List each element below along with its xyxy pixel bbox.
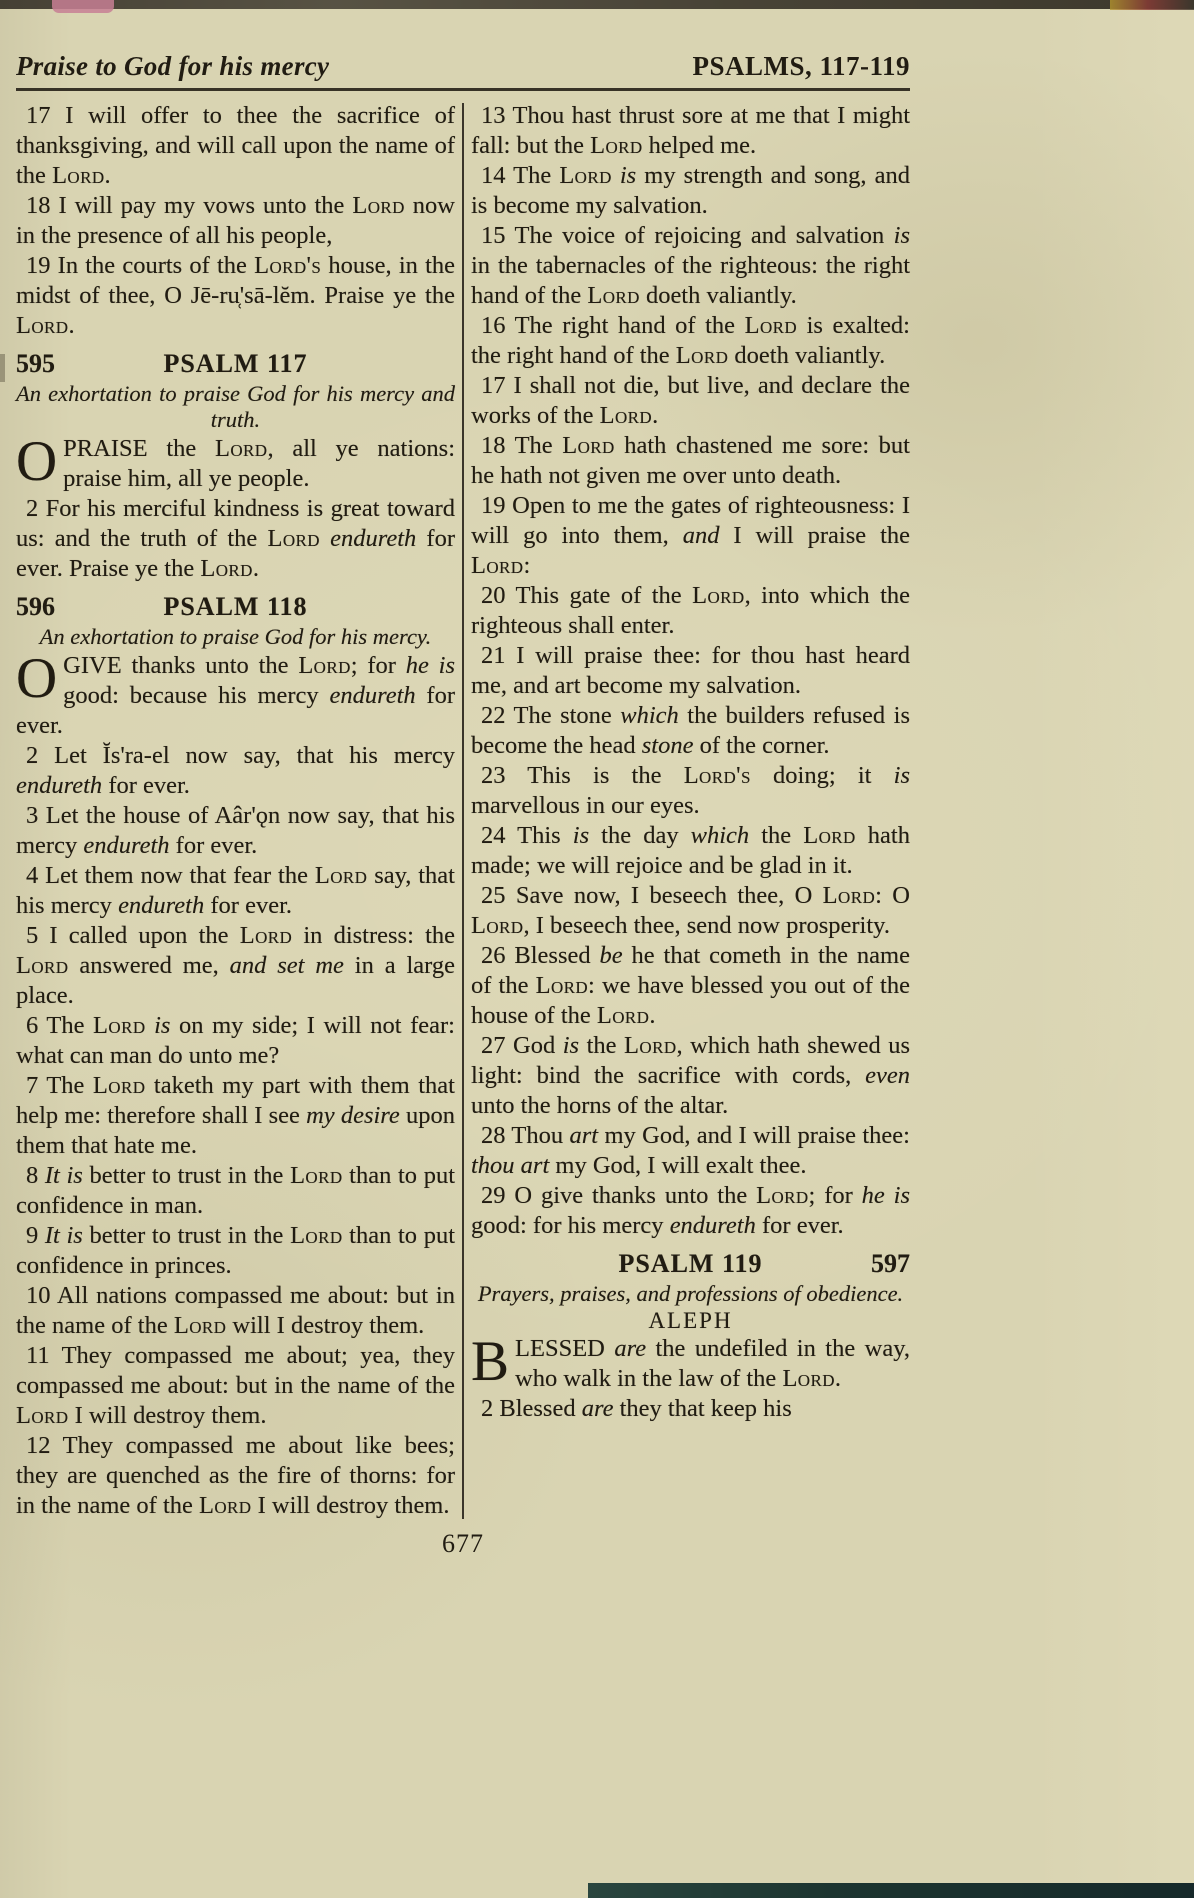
text-run: and set me [229, 952, 344, 979]
page-footer [16, 1529, 910, 1559]
left-column [16, 101, 455, 1521]
text-run: : we have blessed you out of the house of the [471, 972, 910, 1029]
scan-mark-left-edge [0, 354, 5, 382]
divine-name: Lord [93, 1012, 146, 1039]
text-run: endureth [83, 832, 170, 859]
verse-with-dropcap [16, 647, 456, 741]
text-run: is exalted: the right hand of the [471, 312, 910, 369]
text-run: is [619, 162, 637, 189]
text-run: , which hath shewed us light: bind the sacrifice with cords, [471, 1032, 910, 1089]
text-run: endureth [329, 682, 416, 709]
text-run: is [562, 1032, 580, 1059]
text-run: the day [589, 822, 691, 849]
verse [471, 311, 910, 371]
text-run: 6 The [26, 1012, 94, 1039]
divine-name: Lord [267, 525, 320, 552]
text-run: . [834, 1365, 842, 1392]
verse [471, 161, 910, 221]
text-run: say, that his mercy [16, 862, 455, 919]
drop-cap: O [16, 430, 58, 493]
text-run: is [154, 1012, 171, 1039]
text-run: my strength and song, and is become my salvation. [471, 162, 910, 219]
psalm-title: PSALM 119 [618, 1249, 763, 1278]
text-run: 29 O give thanks unto the [481, 1182, 757, 1209]
divine-name: Lord's [254, 252, 322, 279]
text-run: 2 For his merciful kindness is great toward us: and the truth of the [16, 495, 455, 552]
text-run: on my side; I will not fear: what can man do unto me? [16, 1012, 455, 1069]
text-run: in a large place. [16, 952, 455, 1009]
psalm-summary: Prayers, praises, and professions of obedience. [477, 1281, 904, 1306]
divine-name: Lord [16, 1402, 69, 1429]
text-run: the builders refused is become the head [471, 702, 910, 759]
divine-name: Lord [559, 162, 612, 189]
text-run: . [68, 312, 75, 339]
psalm-title: PSALM 117 [163, 349, 308, 378]
verse [471, 221, 910, 311]
psalm-sequence-number: 595 [16, 349, 55, 378]
verse [471, 821, 910, 881]
verse [16, 741, 455, 801]
divine-name: Lord [200, 555, 253, 582]
divine-name: Lord [803, 822, 856, 849]
text-run: ; for [808, 1182, 862, 1209]
psalm-summary: An exhortation to praise God for his mercy. [39, 624, 432, 649]
right-column [471, 101, 910, 1521]
divine-name: Lord [599, 402, 653, 429]
verse [16, 861, 455, 921]
divine-name: Lord [92, 1072, 146, 1099]
text-run: hath made; we will rejoice and be glad in it. [471, 822, 910, 879]
divine-name: Lord [173, 1312, 227, 1339]
divine-name: Lord [290, 1222, 343, 1249]
text-run: 17 I shall not die, but live, and declare the works of the [471, 372, 910, 429]
divine-name: Lord [16, 952, 69, 979]
text-run: thou art [471, 1152, 550, 1179]
text-run: , all ye nations: praise him, all ye people. [63, 435, 455, 492]
text-run: It is [44, 1222, 83, 1249]
text-run: 23 This is the [481, 762, 684, 789]
divine-name: Lord [590, 132, 643, 159]
text-run: 19 Open to me the gates of righteousness: I will go into them, [471, 492, 910, 549]
divine-name: Lord [562, 432, 615, 459]
text-run: than to put confidence in princes. [16, 1222, 455, 1279]
text-run: of the corner. [693, 732, 830, 759]
text-run: 7 The [26, 1072, 93, 1099]
text-run: my God, I will exalt thee. [549, 1152, 807, 1179]
text-run: and [682, 522, 720, 549]
psalm-title: PSALM 118 [163, 592, 308, 621]
verse [471, 101, 910, 161]
text-run: . [252, 555, 259, 582]
text-run: unto the horns of the altar. [471, 1092, 729, 1119]
verse [471, 1181, 910, 1241]
text-run: 18 The [481, 432, 563, 459]
book-chapter-title: PSALMS, 117-119 [692, 51, 910, 81]
text-run: 20 This gate of the [481, 582, 693, 609]
psalm-heading [471, 1249, 910, 1279]
text-run: 10 All nations compassed me about: but in the name of the [16, 1282, 455, 1339]
verse-with-dropcap [16, 430, 455, 494]
divine-name: Lord [352, 192, 405, 219]
text-run: good: because his mercy [63, 682, 330, 709]
drop-cap: O [16, 647, 58, 710]
text-run: LESSED [515, 1335, 615, 1362]
verse [16, 1281, 455, 1341]
text-run: house, in the midst of thee, O Jē-ru̜'sā-lĕm. Praise ye the [16, 252, 455, 309]
text-run: for ever. Praise ye the [16, 525, 455, 582]
text-run: 2 Blessed [481, 1395, 582, 1422]
text-run: than to put confidence in man. [16, 1162, 455, 1219]
text-run: even [865, 1062, 910, 1089]
text-run: he is [405, 652, 456, 679]
verse [16, 921, 455, 1011]
divine-name: Lord [16, 312, 69, 339]
text-run: 18 I will pay my vows unto the [26, 192, 353, 219]
text-run: are [581, 1395, 614, 1422]
divine-name: Lord [298, 652, 351, 679]
verse-with-dropcap [471, 1330, 911, 1394]
divine-name: Lord [314, 862, 368, 889]
divine-name: Lord [692, 582, 745, 609]
verse [471, 941, 910, 1031]
text-run: 17 I will offer to thee the sacrifice of thanksgiving, and will call upon the name of the [16, 102, 455, 189]
psalm-heading [16, 592, 455, 622]
text-run: marvellous in our eyes. [471, 792, 700, 819]
text-run: 16 The right hand of the [481, 312, 745, 339]
verse [16, 191, 455, 251]
text-run: I will destroy them. [251, 1492, 450, 1519]
psalm-sequence-number: 596 [16, 592, 55, 621]
text-columns [16, 101, 910, 1521]
divine-name: Lord [675, 342, 729, 369]
text-run: hath chastened me sore: but he hath not given me over unto death. [471, 432, 910, 489]
text-run: GIVE thanks unto the [63, 652, 299, 679]
text-run: . [104, 162, 111, 189]
text-run: is [572, 822, 590, 849]
text-run: 27 God [481, 1032, 563, 1059]
text-run [146, 1012, 155, 1039]
text-run: 8 [26, 1162, 45, 1189]
verse [471, 371, 910, 431]
drop-cap: B [471, 1330, 510, 1393]
text-run: helped me. [642, 132, 757, 159]
text-run: art [569, 1122, 599, 1149]
verse [471, 581, 910, 641]
text-run: 15 The voice of rejoicing and salvation [481, 222, 894, 249]
text-run: in distress: the [292, 922, 456, 949]
text-run: 5 I called upon the [26, 922, 240, 949]
text-run: is [893, 222, 910, 249]
text-run: 14 The [481, 162, 560, 189]
text-run: 24 This [481, 822, 573, 849]
text-run: upon them that hate me. [16, 1102, 455, 1159]
text-run [612, 162, 620, 189]
divine-name: Lord [744, 312, 798, 339]
divine-name: Lord [471, 912, 524, 939]
psalm-heading [16, 349, 455, 379]
text-run: better to trust in the [82, 1222, 291, 1249]
text-run: stone [641, 732, 694, 759]
text-run: 4 Let them now that fear the [26, 862, 315, 889]
scan-mark-top-right [1110, 0, 1194, 10]
verse [471, 491, 910, 581]
text-run: 11 They compassed me about; yea, they compassed me about: but in the name of the [16, 1342, 455, 1399]
verse [16, 1341, 455, 1431]
page-number: 677 [442, 1529, 484, 1558]
text-run: , I beseech thee, send now prosperity. [523, 912, 890, 939]
divine-name: Lord [471, 552, 524, 579]
text-run: better to trust in the [82, 1162, 291, 1189]
psalm-summary: An exhortation to praise God for his mercy and truth. [16, 381, 455, 432]
text-run: 25 Save now, I beseech thee, O [481, 882, 823, 909]
text-run: he is [861, 1182, 911, 1209]
text-run: for ever. [16, 682, 455, 739]
divine-name: Lord [782, 1365, 835, 1392]
text-run: doeth valiantly. [639, 282, 797, 309]
psalm-sequence-number: 597 [871, 1249, 910, 1278]
text-run: for ever. [102, 772, 190, 799]
text-run: PRAISE the [63, 435, 215, 462]
verse [16, 494, 455, 584]
text-run: I will praise the [719, 522, 911, 549]
page-header [16, 50, 910, 82]
divine-name: Lord [239, 922, 293, 949]
divine-name: Lord [596, 1002, 650, 1029]
text-run: doing; it [750, 762, 894, 789]
text-run: the [749, 822, 804, 849]
text-run: 3 Let the house of Aâr'ǫn now say, that his mercy [16, 802, 455, 859]
scan-mark-pink [52, 0, 114, 13]
text-run: ; for [350, 652, 406, 679]
text-run: is [893, 762, 910, 789]
text-run: . [649, 1002, 656, 1029]
text-run: 2 Let Ĭs'ra-el now say, that his mercy [26, 742, 455, 769]
text-run: 28 Thou [481, 1122, 570, 1149]
text-run: endureth [669, 1212, 756, 1239]
text-run: : O [875, 882, 910, 909]
verse [16, 251, 455, 341]
running-head: Praise to God for his mercy [16, 51, 330, 81]
text-run: which [690, 822, 750, 849]
header-rule [16, 88, 910, 91]
text-run: 21 I will praise thee: for thou hast heard me, and art become my salvation. [471, 642, 910, 699]
text-run: 13 Thou hast thrust sore at me that I might fall: but the [471, 102, 910, 159]
text-run: good: for his mercy [471, 1212, 670, 1239]
divine-name: Lord [587, 282, 640, 309]
text-run: be [599, 942, 623, 969]
scan-edge-bottom [588, 1883, 1194, 1898]
text-run: endureth [16, 772, 103, 799]
divine-name: Lord's [683, 762, 751, 789]
verse [471, 641, 910, 701]
text-run: will I destroy them. [226, 1312, 425, 1339]
divine-name: Lord [756, 1182, 809, 1209]
verse [471, 1121, 910, 1181]
text-run: my desire [306, 1102, 400, 1129]
verse [16, 1221, 455, 1281]
text-run: It is [44, 1162, 83, 1189]
text-run: answered me, [68, 952, 230, 979]
text-run: 19 In the courts of the [26, 252, 255, 279]
divine-name: Lord [215, 435, 268, 462]
text-run [320, 525, 330, 552]
divine-name: Lord [52, 162, 105, 189]
text-run: 22 The stone [481, 702, 621, 729]
text-run: doeth valiantly. [728, 342, 886, 369]
text-run: for ever. [755, 1212, 844, 1239]
divine-name: Lord [290, 1162, 343, 1189]
verse [471, 1394, 910, 1424]
verse [16, 101, 455, 191]
verse [471, 431, 910, 491]
scan-edge-top [0, 0, 1194, 9]
text-run: in the tabernacles of the righteous: the right hand of the [471, 252, 910, 309]
text-run: for ever. [169, 832, 258, 859]
column-divider [462, 103, 464, 1519]
text-run: are [614, 1335, 647, 1362]
text-run: my God, and I will praise thee: [598, 1122, 910, 1149]
text-run: endureth [330, 525, 417, 552]
text-run: 26 Blessed [481, 942, 600, 969]
text-run: the [579, 1032, 625, 1059]
text-run: 12 They compassed me about like bees; they are quenched as the fire of thorns: for in the name of the [16, 1432, 455, 1519]
verse [16, 1011, 455, 1071]
verse [16, 801, 455, 861]
verse [471, 761, 910, 821]
text-run: now in the presence of all his people, [16, 192, 455, 249]
text-run: he that cometh in the name of the [471, 942, 910, 999]
text-run: I will destroy them. [68, 1402, 267, 1429]
divine-name: Lord [199, 1492, 252, 1519]
text-run: they that keep his [613, 1395, 792, 1422]
text-run: taketh my part with them that help me: therefore shall I see [16, 1072, 455, 1129]
text-run: . [652, 402, 659, 429]
divine-name: Lord [535, 972, 589, 999]
text-run: the undefiled in the way, who walk in the law of the [515, 1335, 911, 1392]
verse [16, 1071, 455, 1161]
verse [16, 1161, 455, 1221]
text-run: endureth [118, 892, 205, 919]
text-run: which [620, 702, 679, 729]
divine-name: Lord [822, 882, 876, 909]
text-run: 9 [26, 1222, 45, 1249]
text-run: : [523, 552, 531, 579]
section-label: ALEPH [648, 1308, 733, 1333]
verse [471, 701, 910, 761]
verse [471, 881, 910, 941]
divine-name: Lord [624, 1032, 677, 1059]
verse [16, 1431, 455, 1521]
verse [471, 1031, 910, 1121]
text-run: for ever. [204, 892, 292, 919]
book-page [16, 50, 910, 1559]
text-run: , into which the righteous shall enter. [471, 582, 911, 639]
